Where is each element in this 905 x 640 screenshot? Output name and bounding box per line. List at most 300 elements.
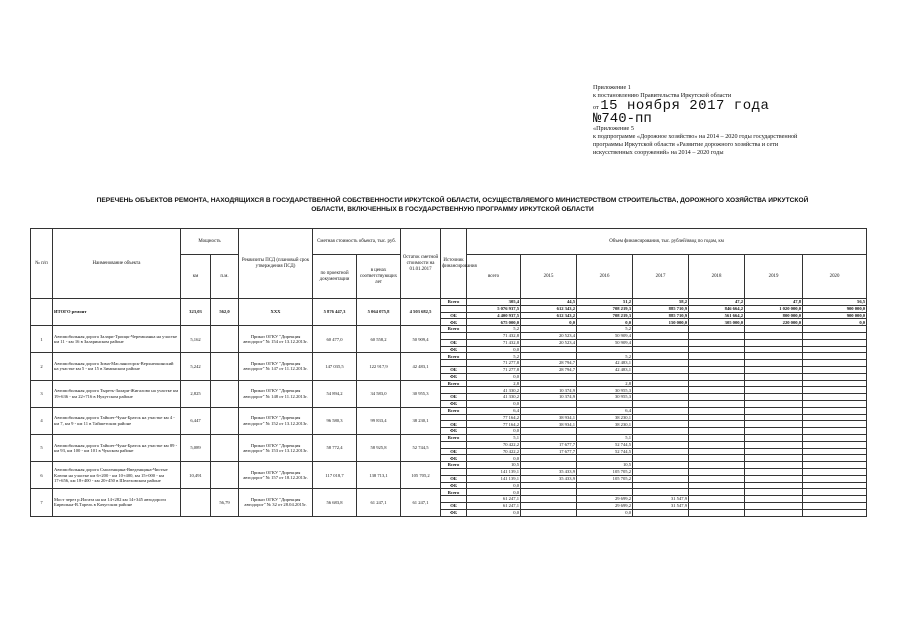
value-cell	[689, 339, 745, 346]
value-cell	[577, 400, 633, 407]
value-cell	[803, 475, 867, 482]
value-cell	[689, 502, 745, 509]
value-cell	[689, 346, 745, 353]
row-7-cost-cur: 61 247,1	[357, 489, 401, 516]
value-cell	[521, 502, 577, 509]
value-cell	[689, 332, 745, 339]
value-cell	[633, 360, 689, 367]
col-km: км	[181, 255, 211, 299]
row-3-cost-proj: 54 894,2	[313, 380, 357, 407]
total-cost-proj: 5 876 447,3	[313, 299, 357, 326]
value-cell	[633, 434, 689, 441]
value-cell	[803, 496, 867, 503]
value-cell	[521, 496, 577, 503]
value-cell	[745, 434, 803, 441]
page-title: ПЕРЕЧЕНЬ ОБЪЕКТОВ РЕМОНТА, НАХОДЯЩИХСЯ В ГОСУДАРСТВЕННОЙ СОБСТВЕННОСТИ ИРКУТСКОЙ ОБЛАСТИ, ОСУЩЕСТВЛЯЕМОГО МИНИСТЕРСТВОМ СТРОИТЕЛЬСТВА, ДОРОЖНОГО ХОЗЯЙСТВА ИРКУТСКОЙ ОБЛАСТИ, ВКЛЮЧЕННЫХ В ГОСУДАРСТВЕННУЮ ПРОГРАММУ ИРКУТСКОЙ ОБЛАСТИ	[96, 197, 809, 213]
value-cell	[521, 489, 577, 496]
value-cell: 10 374,9	[521, 394, 577, 401]
value-cell	[689, 326, 745, 333]
row-7-km	[181, 489, 211, 516]
col-2015: 2015	[521, 255, 577, 299]
value-cell	[803, 462, 867, 469]
source-cell	[441, 468, 467, 475]
value-cell	[521, 373, 577, 380]
decree-number: №740-пп	[593, 110, 652, 127]
col-2017: 2017	[633, 255, 689, 299]
total-remain: 4 503 682,5	[401, 299, 441, 326]
value-cell	[803, 468, 867, 475]
value-cell	[521, 407, 577, 414]
value-cell: 70 422,2	[467, 448, 521, 455]
value-cell: 5,2	[577, 353, 633, 360]
value-cell: 28 794,7	[521, 366, 577, 373]
row-4-pm	[211, 407, 239, 434]
value-cell: 846 664,2	[689, 305, 745, 312]
value-cell: 0,0	[467, 482, 521, 489]
value-cell	[803, 482, 867, 489]
source-cell	[441, 360, 467, 367]
value-cell	[689, 380, 745, 387]
value-cell: 5,1	[577, 434, 633, 441]
value-cell: 0,0	[803, 319, 867, 326]
row-3-km: 2,825	[181, 380, 211, 407]
value-cell	[803, 346, 867, 353]
col-name: Наименование объекта	[53, 229, 181, 299]
value-cell	[633, 468, 689, 475]
source-cell: ФБ	[441, 319, 467, 326]
col-2016: 2016	[577, 255, 633, 299]
source-cell: ФБ	[441, 373, 467, 380]
value-cell	[633, 462, 689, 469]
value-cell	[633, 400, 689, 407]
row-7-psd: Приказ ОГКУ "Дирекция автодорог" № 32 от 28.04.2015г.	[239, 489, 313, 516]
value-cell	[803, 339, 867, 346]
value-cell	[803, 455, 867, 462]
value-cell	[521, 353, 577, 360]
source-cell: ОБ	[441, 502, 467, 509]
value-cell	[689, 373, 745, 380]
value-cell	[521, 509, 577, 516]
value-cell: 29 699,2	[577, 502, 633, 509]
value-cell: 612 343,2	[521, 312, 577, 319]
value-cell: 70 422,2	[467, 441, 521, 448]
value-cell	[745, 414, 803, 421]
value-cell: 20 523,4	[521, 339, 577, 346]
col-2019: 2019	[745, 255, 803, 299]
source-cell	[441, 441, 467, 448]
value-cell: 71 432,8	[467, 332, 521, 339]
col-cost-cur: в ценах соответствующих лет	[357, 255, 401, 299]
value-cell: 41 330,2	[467, 387, 521, 394]
value-cell: 10,5	[467, 462, 521, 469]
value-cell	[521, 326, 577, 333]
value-cell	[577, 455, 633, 462]
value-cell	[689, 489, 745, 496]
source-cell: Всего	[441, 380, 467, 387]
value-cell: 5,2	[467, 353, 521, 360]
value-cell: 220 000,0	[745, 319, 803, 326]
row-6-name: Автомобильная дорога Смоленщина-Введенщина-Чистые Ключи на участке км 6+200 - км 10+400, км 15+000 - км 17+656, км 18+400 - км 20+450 в Шелеховском районе	[53, 462, 181, 489]
table-row	[31, 434, 867, 441]
row-3-pm	[211, 380, 239, 407]
source-cell	[441, 387, 467, 394]
row-5-km: 5,089	[181, 434, 211, 461]
row-2-remain: 42 483,1	[401, 353, 441, 380]
value-cell	[689, 407, 745, 414]
value-cell	[803, 326, 867, 333]
row-2-num: 2	[31, 353, 53, 380]
value-cell: 2,8	[467, 380, 521, 387]
total-psd: ХХХ	[239, 299, 313, 326]
value-cell	[745, 502, 803, 509]
value-cell	[689, 353, 745, 360]
table-row	[31, 489, 867, 496]
row-4-cost-proj: 96 580,3	[313, 407, 357, 434]
value-cell	[633, 394, 689, 401]
value-cell: 38 934,1	[521, 414, 577, 421]
value-cell	[633, 346, 689, 353]
value-cell: 885 710,9	[633, 305, 689, 312]
value-cell: 31 547,9	[633, 502, 689, 509]
row-1-pm	[211, 326, 239, 353]
source-cell	[441, 496, 467, 503]
source-cell: ФБ	[441, 455, 467, 462]
value-cell: 0,0	[467, 489, 521, 496]
value-cell	[689, 496, 745, 503]
col-power: Мощность	[181, 229, 239, 255]
value-cell	[803, 373, 867, 380]
value-cell: 305,4	[467, 299, 521, 306]
value-cell: 305 000,0	[689, 319, 745, 326]
value-cell	[521, 380, 577, 387]
value-cell: 2,8	[577, 380, 633, 387]
value-cell: 56,5	[803, 299, 867, 306]
value-cell	[633, 414, 689, 421]
col-source: Источник финансирования	[441, 229, 467, 299]
row-4-cost-cur: 99 833,4	[357, 407, 401, 434]
value-cell	[689, 394, 745, 401]
value-cell	[577, 428, 633, 435]
value-cell	[633, 326, 689, 333]
col-2020: 2020	[803, 255, 867, 299]
value-cell	[745, 428, 803, 435]
value-cell: 0,0	[467, 428, 521, 435]
value-cell: 0,0	[467, 455, 521, 462]
value-cell	[521, 462, 577, 469]
row-5-cost-cur: 58 925,8	[357, 434, 401, 461]
source-cell: ФБ	[441, 400, 467, 407]
value-cell	[803, 434, 867, 441]
value-cell	[633, 407, 689, 414]
value-cell	[803, 387, 867, 394]
value-cell: 612 343,2	[521, 305, 577, 312]
value-cell: 38 934,1	[521, 421, 577, 428]
value-cell	[745, 332, 803, 339]
col-num: № п/п	[31, 229, 53, 299]
subprogram-line2: программы Иркутской области «Развитие дорожного хозяйства и сети	[593, 141, 779, 149]
value-cell	[689, 414, 745, 421]
row-4-remain: 38 230,1	[401, 407, 441, 434]
row-1-num: 1	[31, 326, 53, 353]
total-row	[31, 299, 867, 306]
value-cell	[689, 509, 745, 516]
value-cell	[745, 441, 803, 448]
value-cell: 0,0	[467, 509, 521, 516]
value-cell	[521, 400, 577, 407]
value-cell	[633, 509, 689, 516]
value-cell	[633, 455, 689, 462]
value-cell	[803, 489, 867, 496]
row-2-km: 5,242	[181, 353, 211, 380]
value-cell	[689, 434, 745, 441]
value-cell: 800 000,0	[745, 312, 803, 319]
source-cell: Всего	[441, 299, 467, 306]
source-cell	[441, 414, 467, 421]
value-cell	[803, 353, 867, 360]
value-cell	[803, 509, 867, 516]
value-cell: 5,2	[577, 326, 633, 333]
value-cell	[745, 373, 803, 380]
value-cell	[745, 366, 803, 373]
value-cell	[745, 489, 803, 496]
col-total: всего	[467, 255, 521, 299]
value-cell	[745, 360, 803, 367]
value-cell	[633, 380, 689, 387]
row-6-cost-proj: 117 018,7	[313, 462, 357, 489]
value-cell: 35 433,9	[521, 475, 577, 482]
source-cell	[441, 332, 467, 339]
value-cell: 31 547,9	[633, 496, 689, 503]
row-2-name: Автомобильная дорога Зима-Масляногорск-Верхнеокинский на участке км 5 - км 15 в Зиминском районе	[53, 353, 181, 380]
value-cell: 0,0	[577, 509, 633, 516]
value-cell	[745, 387, 803, 394]
source-cell: ОБ	[441, 421, 467, 428]
value-cell	[689, 421, 745, 428]
value-cell: 10 374,9	[521, 387, 577, 394]
value-cell	[745, 455, 803, 462]
value-cell	[745, 475, 803, 482]
value-cell	[803, 421, 867, 428]
value-cell	[521, 428, 577, 435]
row-4-num: 4	[31, 407, 53, 434]
value-cell: 141 139,1	[467, 468, 521, 475]
value-cell: 141 139,1	[467, 475, 521, 482]
row-5-psd: Приказ ОГКУ "Дирекция автодорог" № 153 от 13.12.2013г.	[239, 434, 313, 461]
subprogram-line3: искусственных сооружений» на 2014 – 2020 годы	[593, 149, 724, 157]
value-cell	[803, 366, 867, 373]
value-cell: 900 000,0	[803, 312, 867, 319]
value-cell	[745, 407, 803, 414]
appendix-label: Приложение 1	[593, 84, 631, 91]
table-row	[31, 353, 867, 360]
row-2-cost-cur: 122 917,9	[357, 353, 401, 380]
row-3-psd: Приказ ОГКУ "Дирекция автодорог" № 148 от 11.12.2013г.	[239, 380, 313, 407]
value-cell: 900 000,0	[803, 305, 867, 312]
row-7-cost-proj: 56 683,8	[313, 489, 357, 516]
value-cell: 35 433,9	[521, 468, 577, 475]
value-cell	[803, 441, 867, 448]
value-cell	[521, 455, 577, 462]
source-cell: ОБ	[441, 448, 467, 455]
value-cell	[689, 441, 745, 448]
value-cell: 675 000,0	[467, 319, 521, 326]
document-header	[593, 84, 883, 158]
value-cell	[803, 400, 867, 407]
col-pm: п.м.	[211, 255, 239, 299]
value-cell	[689, 455, 745, 462]
source-cell	[441, 305, 467, 312]
value-cell	[577, 373, 633, 380]
row-7-num: 7	[31, 489, 53, 516]
value-cell	[745, 468, 803, 475]
value-cell: 17 677,7	[521, 448, 577, 455]
value-cell: 0,0	[521, 319, 577, 326]
row-6-cost-cur: 138 713,1	[357, 462, 401, 489]
value-cell	[803, 502, 867, 509]
value-cell: 30 955,3	[577, 387, 633, 394]
value-cell	[633, 475, 689, 482]
row-6-psd: Приказ ОГКУ "Дирекция автодорог" № 157 от 18.12.2013г.	[239, 462, 313, 489]
col-finance: Объем финансирования, тыс. рублей/ввод по годам, км	[467, 229, 867, 255]
row-6-pm	[211, 462, 239, 489]
row-7-pm: 56,79	[211, 489, 239, 516]
total-name: ИТОГО ремонт	[53, 299, 181, 326]
row-5-cost-proj: 58 772,4	[313, 434, 357, 461]
col-remain: Остаток сметной стоимости на 01.01.2017	[401, 229, 441, 299]
value-cell: 44,5	[521, 299, 577, 306]
row-1-cost-proj: 60 477,0	[313, 326, 357, 353]
value-cell: 77 164,2	[467, 414, 521, 421]
value-cell: 52 744,5	[577, 441, 633, 448]
value-cell: 47,2	[689, 299, 745, 306]
table-row	[31, 326, 867, 333]
table-row	[31, 380, 867, 387]
total-cost-cur: 5 064 075,8	[357, 299, 401, 326]
value-cell: 71 432,8	[467, 339, 521, 346]
value-cell	[803, 394, 867, 401]
table-row	[31, 462, 867, 469]
row-4-psd: Приказ ОГКУ "Дирекция автодорог" № 152 от 13.12.2013г.	[239, 407, 313, 434]
value-cell: 10,5	[577, 462, 633, 469]
row-6-remain: 105 705,2	[401, 462, 441, 489]
value-cell	[803, 360, 867, 367]
source-cell: ОБ	[441, 475, 467, 482]
value-cell: 6,4	[467, 407, 521, 414]
value-cell: 561 664,2	[689, 312, 745, 319]
value-cell	[745, 394, 803, 401]
value-cell	[689, 468, 745, 475]
value-cell	[689, 448, 745, 455]
row-1-km: 5,162	[181, 326, 211, 353]
value-cell	[633, 366, 689, 373]
value-cell: 50 909,4	[577, 339, 633, 346]
value-cell: 17 677,7	[521, 441, 577, 448]
value-cell	[633, 339, 689, 346]
value-cell: 6,4	[577, 407, 633, 414]
total-km: 323,03	[181, 299, 211, 326]
source-cell: Всего	[441, 407, 467, 414]
value-cell	[633, 482, 689, 489]
value-cell: 29 699,2	[577, 496, 633, 503]
value-cell: 42 483,1	[577, 366, 633, 373]
value-cell	[633, 353, 689, 360]
value-cell	[745, 353, 803, 360]
value-cell	[745, 496, 803, 503]
row-3-name: Автомобильная дорога Тыреть-Залари-Жигалово на участке км 19+636 - км 22+716 в Нукутском районе	[53, 380, 181, 407]
row-3-num: 3	[31, 380, 53, 407]
row-4-name: Автомобильная дорога Тайшет-Чуна-Братск на участке км 4 - км 7, км 9 - км 11 в Тайшетском районе	[53, 407, 181, 434]
source-cell: Всего	[441, 489, 467, 496]
row-1-name: Автомобильная дорога Залари-Троицк-Черемшанка на участке км 11 - км 16 в Заларинском районе	[53, 326, 181, 353]
value-cell	[803, 448, 867, 455]
row-7-name: Мост через р.Илгата на км 14+282 км 14+345 автодороги Бирюлька-В.Тарель в Качугском районе	[53, 489, 181, 516]
value-cell	[689, 387, 745, 394]
source-cell: ФБ	[441, 428, 467, 435]
total-num	[31, 299, 53, 326]
source-cell: ФБ	[441, 509, 467, 516]
value-cell	[689, 428, 745, 435]
source-cell: ОБ	[441, 394, 467, 401]
subprogram-line1: к подпрограмме «Дорожное хозяйство» на 2014 – 2020 годы государственной	[593, 133, 798, 141]
value-cell	[745, 509, 803, 516]
row-7-remain: 61 247,1	[401, 489, 441, 516]
table-body	[31, 299, 867, 517]
value-cell	[745, 339, 803, 346]
value-cell: 0,0	[467, 400, 521, 407]
col-cost-proj: по проектной документации	[313, 255, 357, 299]
value-cell: 5,1	[467, 434, 521, 441]
value-cell: 1 020 000,0	[745, 305, 803, 312]
value-cell	[803, 332, 867, 339]
value-cell: 0,0	[467, 346, 521, 353]
source-cell: ОБ	[441, 366, 467, 373]
row-5-pm	[211, 434, 239, 461]
col-psd: Реквизиты ПСД (плановый срок утверждения ПСД)	[239, 229, 313, 299]
value-cell: 71 277,8	[467, 360, 521, 367]
value-cell	[745, 326, 803, 333]
value-cell: 42 483,1	[577, 360, 633, 367]
value-cell: 38 230,1	[577, 414, 633, 421]
value-cell: 150 000,0	[633, 319, 689, 326]
value-cell	[689, 366, 745, 373]
value-cell	[521, 434, 577, 441]
value-cell: 5 076 937,5	[467, 305, 521, 312]
row-3-remain: 30 955,3	[401, 380, 441, 407]
value-cell	[577, 489, 633, 496]
row-2-pm	[211, 353, 239, 380]
col-2018: 2018	[689, 255, 745, 299]
row-5-name: Автомобильная дорога Тайшет-Чуна-Братск на участке км 89 - км 93, км 100 - км 101 в Чунском районе	[53, 434, 181, 461]
value-cell	[689, 462, 745, 469]
value-cell	[633, 448, 689, 455]
source-cell: ФБ	[441, 346, 467, 353]
source-cell: Всего	[441, 326, 467, 333]
row-5-num: 5	[31, 434, 53, 461]
decree-date: от 15 ноября 2017 года	[593, 98, 770, 115]
value-cell: 77 164,2	[467, 421, 521, 428]
value-cell	[633, 332, 689, 339]
value-cell	[633, 387, 689, 394]
value-cell	[745, 448, 803, 455]
value-cell	[803, 414, 867, 421]
value-cell	[633, 373, 689, 380]
value-cell: 20 523,4	[521, 332, 577, 339]
value-cell	[577, 482, 633, 489]
value-cell	[633, 441, 689, 448]
value-cell	[633, 428, 689, 435]
value-cell: 71 277,8	[467, 366, 521, 373]
value-cell	[803, 380, 867, 387]
